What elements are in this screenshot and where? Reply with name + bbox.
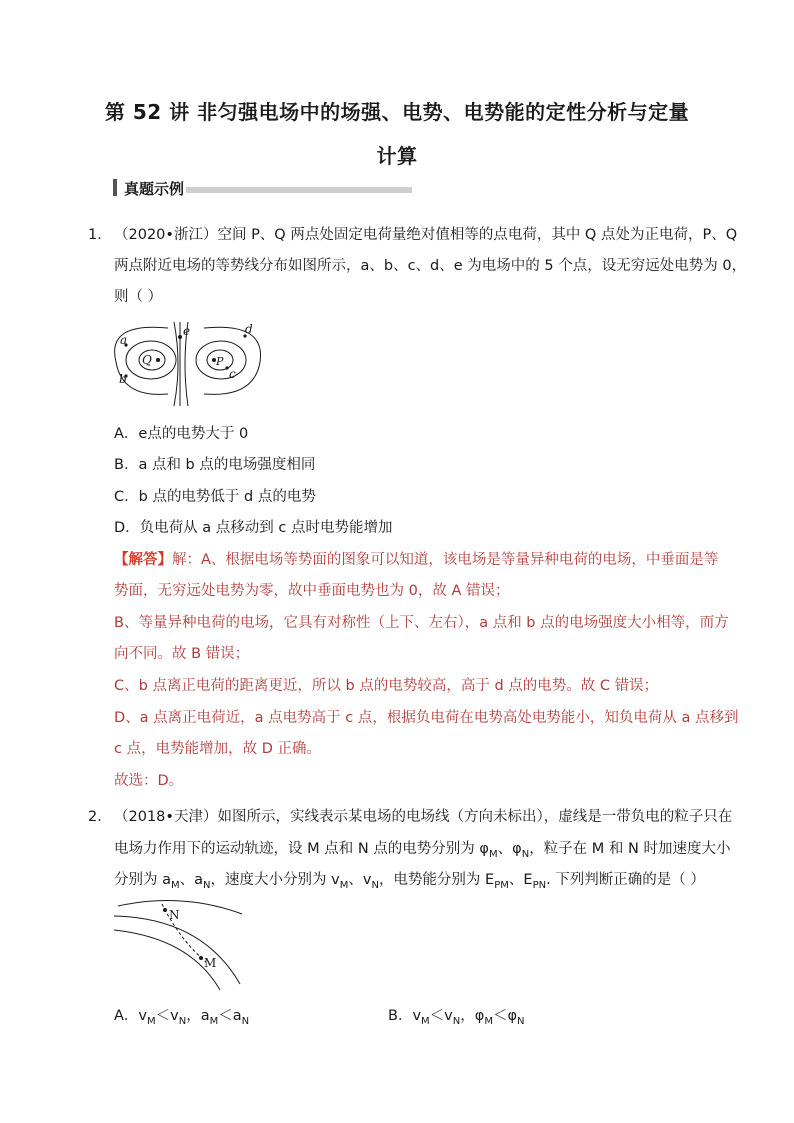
q2-optB-lt1: ＜v — [429, 1008, 453, 1024]
q2-optA-lt2: ＜a — [218, 1008, 242, 1024]
sub-N: N — [178, 1015, 187, 1027]
q1-answer-line5: C、b 点离正电荷的距离更近，所以 b 点的电势较高，高于 d 点的电势。故 C 错误； — [114, 678, 659, 694]
sub-M: M — [421, 1015, 430, 1027]
sub-PN: PN — [532, 879, 547, 891]
q2-field-line-figure — [112, 896, 248, 992]
q2-optB-comma: ， — [460, 1008, 475, 1024]
q1-answer-line8: 故选：D。 — [114, 773, 184, 789]
q2-optA-lt1: ＜v — [155, 1008, 179, 1024]
phi-symbol: φ — [512, 841, 522, 857]
q1-option-d: D．负电荷从 a 点移动到 c 点时电势能增加 — [114, 520, 393, 536]
q1-label-a: a — [120, 333, 128, 347]
sub-N: N — [517, 1015, 525, 1027]
q1-text-line2: 两点附近电场的等势线分布如图所示，a、b、c、d、e 为电场中的 5 个点，设无穷远处电势为 0， — [114, 258, 747, 274]
q2-point-N-dot — [163, 908, 167, 912]
q2-line3-e: ，电势能分别为 E — [378, 872, 495, 888]
q2-text-line3 — [114, 870, 705, 896]
q2-line3-a: 分别为 a — [114, 872, 171, 888]
q1-text-line3: 则（ ） — [114, 289, 163, 305]
q2-line3-g: . 下列判断正确的是（ ） — [546, 872, 705, 888]
q2-optA-comma: ，a — [186, 1008, 210, 1024]
q2-line2-sep: 、 — [497, 841, 513, 857]
q1-label-c: c — [229, 367, 236, 381]
q2-label-M: M — [204, 956, 217, 970]
phi-symbol: φ — [479, 841, 489, 857]
sub-M: M — [171, 879, 180, 891]
section-label: 真题示例 — [124, 180, 185, 198]
q2-number: 2． — [88, 809, 112, 825]
q2-optA-prefix: A．v — [114, 1008, 148, 1024]
q1-label-b: b — [119, 372, 127, 386]
q1-answer-line1 — [114, 550, 718, 570]
q1-answer-line7: c 点，电势能增加，故 D 正确。 — [114, 741, 321, 757]
q1-text-line1: （2020•浙江）空间 P、Q 两点处固定电荷量绝对值相等的点电荷，其中 Q 点处为正电荷，P、Q — [114, 227, 738, 243]
q1-answer-line4: 向不同。故 B 错误； — [114, 646, 250, 662]
q2-optB-lt2: ＜ — [492, 1008, 508, 1024]
q1-answer-line6: D、a 点离正电荷近，a 点电势高于 c 点，根据负电荷在电势高处电势能小，知负电荷从 a 点移到 — [114, 710, 739, 726]
q1-label-Q: Q — [142, 353, 152, 367]
q1-answer-text1: 解：A、根据电场等势面的图象可以知道，该电场是等量异种电荷的电场，中垂面是等 — [172, 552, 719, 568]
q2-text-line1: （2018•天津）如图所示，实线表示某电场的电场线（方向未标出），虚线是一带负电的粒子只在 — [114, 809, 733, 825]
q2-optB-prefix: B．v — [388, 1008, 422, 1024]
sub-M: M — [484, 1015, 493, 1027]
sub-PM: PM — [494, 879, 509, 891]
q1-answer-line2: 势面，无穷远处电势为零，故中垂面电势也为 0，故 A 错误； — [114, 583, 510, 599]
sub-M: M — [209, 1015, 219, 1027]
q1-label-d: d — [245, 322, 253, 336]
q1-answer-line3: B、等量异种电荷的电场，它具有对称性（上下、左右），a 点和 b 点的电场强度大小相等，而方 — [114, 615, 729, 631]
sub-N: N — [371, 879, 379, 891]
sub-M: M — [147, 1015, 156, 1027]
q2-text-line2 — [114, 839, 730, 865]
q2-option-a — [114, 1006, 249, 1032]
q1-option-a: A．e点的电势大于 0 — [114, 426, 249, 442]
sub-N: N — [203, 879, 211, 891]
q2-line3-c: ，速度大小分别为 v — [210, 872, 340, 888]
page-title-line2: 计算 — [376, 144, 418, 168]
q2-option-b — [388, 1006, 525, 1032]
phi-symbol: φ — [507, 1008, 518, 1024]
sub-M: M — [339, 879, 349, 891]
section-divider — [186, 187, 412, 193]
section-marker — [113, 179, 117, 196]
answer-tag: 【解答】 — [114, 552, 172, 568]
q2-line3-b: 、a — [179, 872, 204, 888]
q1-label-P: P — [216, 355, 224, 368]
q2-label-N: N — [169, 908, 180, 922]
q1-charge-Q-dot — [156, 358, 160, 362]
q2-line3-f: 、E — [508, 872, 533, 888]
sub-M: M — [488, 848, 498, 860]
page-title-line1: 第 52 讲 非匀强电场中的场强、电势、电势能的定性分析与定量 — [104, 100, 690, 124]
q2-point-M-dot — [199, 956, 203, 960]
q1-option-c: C．b 点的电势低于 d 点的电势 — [114, 489, 316, 505]
phi-symbol: φ — [474, 1008, 485, 1024]
sub-N: N — [241, 1015, 250, 1027]
sub-N: N — [521, 848, 530, 860]
q2-line2-part1: 电场力作用下的运动轨迹，设 M 点和 N 点的电势分别为 — [114, 841, 480, 857]
q1-number: 1． — [88, 227, 112, 243]
q1-point-e-dot — [178, 335, 182, 339]
q1-equipotential-figure — [112, 318, 272, 410]
q2-line3-d: 、v — [348, 872, 372, 888]
q1-label-e: e — [183, 324, 191, 338]
q1-option-b: B．a 点和 b 点的电场强度相同 — [114, 457, 316, 473]
q2-line2-part2: ，粒子在 M 和 N 时加速度大小 — [529, 841, 731, 857]
sub-N: N — [452, 1015, 461, 1027]
